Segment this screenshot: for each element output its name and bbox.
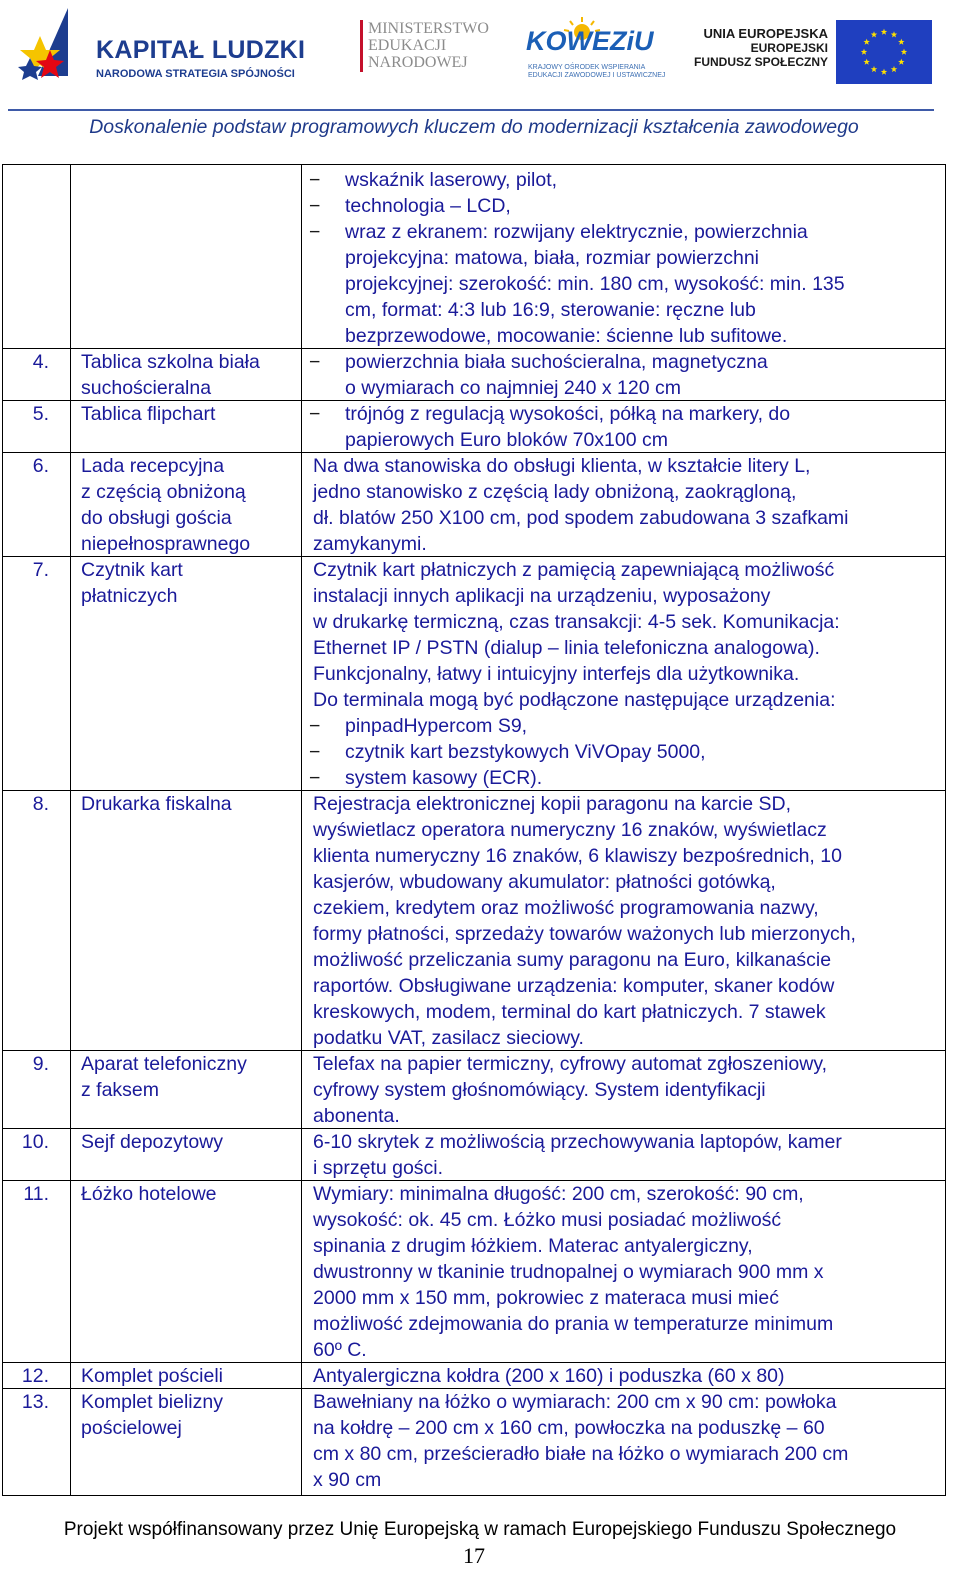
bullet-dash-icon: − bbox=[309, 403, 321, 425]
item-description-line: Na dwa stanowiska do obsługi klienta, w kształcie litery L, bbox=[313, 455, 811, 477]
row-number: 6. bbox=[32, 455, 49, 477]
item-description-line: technologia – LCD, bbox=[345, 195, 511, 217]
item-description-line: projekcyjnej: szerokość: min. 180 cm, wysokość: min. 135 bbox=[345, 273, 845, 295]
koweziu-name: KOWEZiU bbox=[526, 26, 654, 56]
item-description-line: możliwość przeliczania sumy paragonu na Euro, kilkanaście bbox=[313, 949, 832, 971]
ministerstwo-logo bbox=[368, 20, 489, 71]
item-name-line: Drukarka fiskalna bbox=[81, 793, 232, 815]
bullet-dash-icon: − bbox=[309, 169, 321, 191]
unia-line1: UNIA EUROPEJSKA bbox=[703, 26, 828, 41]
item-name-line: Tablica flipchart bbox=[81, 403, 216, 425]
item-name-line: Komplet bielizny bbox=[81, 1391, 223, 1413]
header-rule bbox=[8, 109, 934, 111]
column-divider-name bbox=[70, 165, 71, 1495]
item-description-line: dwustronny w tkaninie trudnopalnej o wymiarach 900 mm x bbox=[313, 1261, 824, 1283]
item-description-line: pinpadHypercom S9, bbox=[345, 715, 528, 737]
item-description-line: na kołdrę – 200 cm x 160 cm, powłoczka na poduszkę – 60 bbox=[313, 1417, 825, 1439]
item-name-line: Czytnik kart bbox=[81, 559, 183, 581]
item-name-line: niepełnosprawnego bbox=[81, 533, 251, 555]
page-number: 17 bbox=[463, 1543, 485, 1568]
item-description-line: formy płatności, sprzedaży towarów ważonych lub mierzonych, bbox=[313, 923, 856, 945]
item-description-line: powierzchnia biała suchościeralna, magnetyczna bbox=[345, 351, 768, 373]
bullet-dash-icon: − bbox=[309, 351, 321, 373]
bullet-dash-icon: − bbox=[309, 741, 321, 763]
item-description-line: o wymiarach co najmniej 240 x 120 cm bbox=[345, 377, 681, 399]
logo-bar bbox=[0, 0, 960, 112]
bullet-dash-icon: − bbox=[309, 195, 321, 217]
item-description-line: cm, format: 4:3 lub 16:9, sterowanie: ręczne lub bbox=[345, 299, 756, 321]
item-description-line: kasjerów, wbudowany akumulator: płatności gotówką, bbox=[313, 871, 776, 893]
item-description-line: w drukarkę termiczną, czas transakcji: 4-5 sek. Komunikacja: bbox=[313, 611, 840, 633]
koweziu-logo bbox=[520, 22, 680, 84]
ministerstwo-line2: EDUKACJI bbox=[368, 37, 447, 54]
row-number: 7. bbox=[32, 559, 49, 581]
item-description-line: 60º C. bbox=[313, 1339, 367, 1361]
ministerstwo-line1: MINISTERSTWO bbox=[368, 20, 489, 37]
document-header-title: Doskonalenie podstaw programowych kluczem do modernizacji kształcenia zawodowego bbox=[89, 116, 859, 138]
unia-line2: EUROPEJSKI bbox=[750, 41, 828, 55]
item-description-line: 2000 mm x 150 mm, pokrowiec z materaca musi mieć bbox=[313, 1287, 779, 1309]
item-name-line: Tablica szkolna biała bbox=[81, 351, 260, 373]
bullet-dash-icon: − bbox=[309, 221, 321, 243]
item-description-line: 6-10 skrytek z możliwością przechowywania laptopów, kamer bbox=[313, 1131, 842, 1153]
item-description-line: Ethernet IP / PSTN (dialup – linia telefoniczna analogowa). bbox=[313, 637, 820, 659]
item-description-line: Czytnik kart płatniczych z pamięcią zapewniającą możliwość bbox=[313, 559, 835, 581]
koweziu-sub-line2: EDUKACJI ZAWODOWEJ I USTAWICZNEJ bbox=[528, 72, 666, 79]
column-divider-desc bbox=[301, 165, 302, 1495]
row-number: 9. bbox=[32, 1053, 49, 1075]
equipment-table bbox=[2, 164, 946, 1496]
ministerstwo-line3: NARODOWEJ bbox=[368, 54, 468, 71]
item-description-line: czekiem, kredytem oraz możliwość programowania nazwy, bbox=[313, 897, 819, 919]
koweziu-subtitle bbox=[528, 64, 665, 80]
item-name-line: suchościeralna bbox=[81, 377, 212, 399]
item-description-line: kreskowych, modem, terminal do kart płatniczych. 7 stawek bbox=[313, 1001, 826, 1023]
ministerstwo-bar bbox=[360, 20, 363, 72]
unia-europejska-text bbox=[690, 26, 828, 69]
kapital-ludzki-title: KAPITAŁ LUDZKI bbox=[96, 36, 306, 64]
row-number: 8. bbox=[32, 793, 49, 815]
item-name-line: Aparat telefoniczny bbox=[81, 1053, 247, 1075]
item-description-line: abonenta. bbox=[313, 1105, 400, 1127]
row-number: 10. bbox=[21, 1131, 49, 1153]
eu-flag-icon bbox=[836, 20, 932, 84]
item-name-line: Lada recepcyjna bbox=[81, 455, 225, 477]
row-number: 12. bbox=[21, 1365, 49, 1387]
item-description-line: Telefax na papier termiczny, cyfrowy automat zgłoszeniowy, bbox=[313, 1053, 828, 1075]
item-description-line: podatku VAT, zasilacz sieciowy. bbox=[313, 1027, 584, 1049]
item-description-line: projekcyjna: matowa, biała, rozmiar powierzchni bbox=[345, 247, 760, 269]
item-description-line: spinania z drugim łóżkiem. Materac antyalergiczny, bbox=[313, 1235, 753, 1257]
item-description-line: klienta numeryczny 16 znaków, 6 klawiszy bezpośrednich, 10 bbox=[313, 845, 842, 867]
item-description-line: czytnik kart bezstykowych ViVOpay 5000, bbox=[345, 741, 706, 763]
item-description-line: Do terminala mogą być podłączone następujące urządzenia: bbox=[313, 689, 836, 711]
item-description-line: możliwość zdejmowania do prania w temperaturze minimum bbox=[313, 1313, 834, 1335]
item-description-line: Wymiary: minimalna długość: 200 cm, szerokość: 90 cm, bbox=[313, 1183, 804, 1205]
item-description-line: trójnóg z regulacją wysokości, półką na markery, do bbox=[345, 403, 791, 425]
kapital-ludzki-subtitle: NARODOWA STRATEGIA SPÓJNOŚCI bbox=[96, 68, 295, 80]
item-description-line: wskaźnik laserowy, pilot, bbox=[345, 169, 558, 191]
kapital-ludzki-logo bbox=[10, 6, 88, 102]
item-description-line: x 90 cm bbox=[313, 1469, 382, 1491]
item-name-line: z faksem bbox=[81, 1079, 160, 1101]
item-description-line: Rejestracja elektronicznej kopii paragonu na karcie SD, bbox=[313, 793, 791, 815]
item-name-line: do obsługi gościa bbox=[81, 507, 232, 529]
item-description-line: cm x 80 cm, prześcieradło białe na łóżko o wymiarach 200 cm bbox=[313, 1443, 849, 1465]
row-number: 4. bbox=[32, 351, 49, 373]
item-name-line: płatniczych bbox=[81, 585, 178, 607]
item-description-line: dł. blatów 250 X100 cm, pod spodem zabudowana 3 szafkami bbox=[313, 507, 849, 529]
unia-line3: FUNDUSZ SPOŁECZNY bbox=[693, 55, 828, 69]
item-description-line: wraz z ekranem: rozwijany elektrycznie, powierzchnia bbox=[345, 221, 808, 243]
item-name-line: z częścią obniżoną bbox=[81, 481, 246, 503]
item-description-line: raportów. Obsługiwane urządzenia: komputer, skaner kodów bbox=[313, 975, 835, 997]
item-description-line: jedno stanowisko z częścią lady obniżoną, zaokrągloną, bbox=[313, 481, 797, 503]
row-number: 13. bbox=[21, 1391, 49, 1413]
item-name-line: Łóżko hotelowe bbox=[81, 1183, 217, 1205]
footer-text: Projekt współfinansowany przez Unię Europejską w ramach Europejskiego Funduszu Społecznego bbox=[63, 1519, 897, 1540]
item-description-line: wysokość: ok. 45 cm. Łóżko musi posiadać możliwość bbox=[313, 1209, 782, 1231]
item-description-line: cyfrowy system głośnomówiący. System identyfikacji bbox=[313, 1079, 766, 1101]
koweziu-sub-line1: KRAJOWY OŚRODEK WSPIERANIA bbox=[528, 64, 646, 71]
bullet-dash-icon: − bbox=[309, 715, 321, 737]
row-number: 5. bbox=[32, 403, 49, 425]
item-description-line: zamykanymi. bbox=[313, 533, 427, 555]
item-description-line: instalacji innych aplikacji na urządzeniu, wyposażony bbox=[313, 585, 771, 607]
item-description-line: papierowych Euro bloków 70x100 cm bbox=[345, 429, 669, 451]
item-name-line: Sejf depozytowy bbox=[81, 1131, 223, 1153]
item-name-line: Komplet pościeli bbox=[81, 1365, 223, 1387]
item-description-line: Funkcjonalny, łatwy i intuicyjny interfejs dla użytkownika. bbox=[313, 663, 800, 685]
item-name-line: pościelowej bbox=[81, 1417, 182, 1439]
bullet-dash-icon: − bbox=[309, 767, 321, 789]
item-description-line: i sprzętu gości. bbox=[313, 1157, 444, 1179]
item-description-line: Bawełniany na łóżko o wymiarach: 200 cm x 90 cm: powłoka bbox=[313, 1391, 837, 1413]
row-number: 11. bbox=[23, 1183, 49, 1205]
item-description-line: bezprzewodowe, mocowanie: ścienne lub sufitowe. bbox=[345, 325, 788, 347]
item-description-line: wyświetlacz operatora numeryczny 16 znaków, wyświetlacz bbox=[313, 819, 827, 841]
item-description-line: system kasowy (ECR). bbox=[345, 767, 543, 789]
item-description-line: Antyalergiczna kołdra (200 x 160) i poduszka (60 x 80) bbox=[313, 1365, 785, 1387]
